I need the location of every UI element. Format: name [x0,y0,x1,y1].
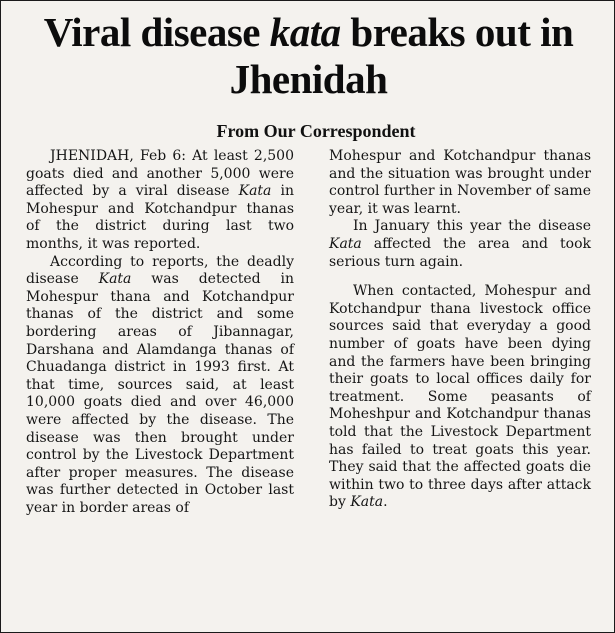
paragraph-continued: Mohespur and Kotchandpur thanas and the situation was brought under control further in November of same year, it was learnt. [329,148,591,217]
disease-name: Kata [98,271,132,288]
headline [1,9,615,103]
paragraph-january [329,218,591,271]
text-run: in Mohespur and Kotchandpur thanas of the district during last two months, it was reported. [26,183,294,252]
byline: From Our Correspondent [216,121,416,141]
article-column-right [329,148,591,512]
disease-name: Kata [329,235,362,252]
article-column-left [26,148,294,517]
paragraph-sources [329,283,591,512]
headline-text-2: breaks out in Jhenidah [229,9,574,102]
paragraph-history [26,254,294,518]
text-run: . [383,494,388,511]
headline-text-1: Viral disease [43,9,270,55]
text-run: According to reports, the deadly disease [26,253,294,288]
disease-name: Kata [350,494,384,511]
headline-emphasis: kata [269,9,341,55]
text-run: In January this year the disease [353,218,591,235]
text-run: JHENIDAH, Feb 6: At least 2,500 goats died and another 5,000 were affected by a viral disease [26,148,294,200]
text-run: affected the area and took serious turn again. [329,235,591,270]
paragraph-dateline [26,148,294,254]
disease-name: Kata [238,183,272,200]
text-run: was detected in Mohespur thana and Kotchandpur thanas of the district and some bordering areas of Jibannagar, Darshana and Alamdanga thanas of Chuadanga district in 1993 first. At that time, sources said, at least 10,000 goats died and over 46,000 were affected by the disease. The disease was then brought under control by the Livestock Department after proper measures. The disease was further detected in October last year in border areas of [26,271,294,516]
text-run: When contacted, Mohespur and Kotchandpur thana livestock office sources said that everyday a good number of goats have been dying and the farmers have been bringing their goats to local offices daily for treatment. Some peasants of Moheshpur and Kotchandpur thanas told that the Livestock Department has failed to treat goats this year. They said that the affected goats die within two to three days after attack by [329,283,591,511]
